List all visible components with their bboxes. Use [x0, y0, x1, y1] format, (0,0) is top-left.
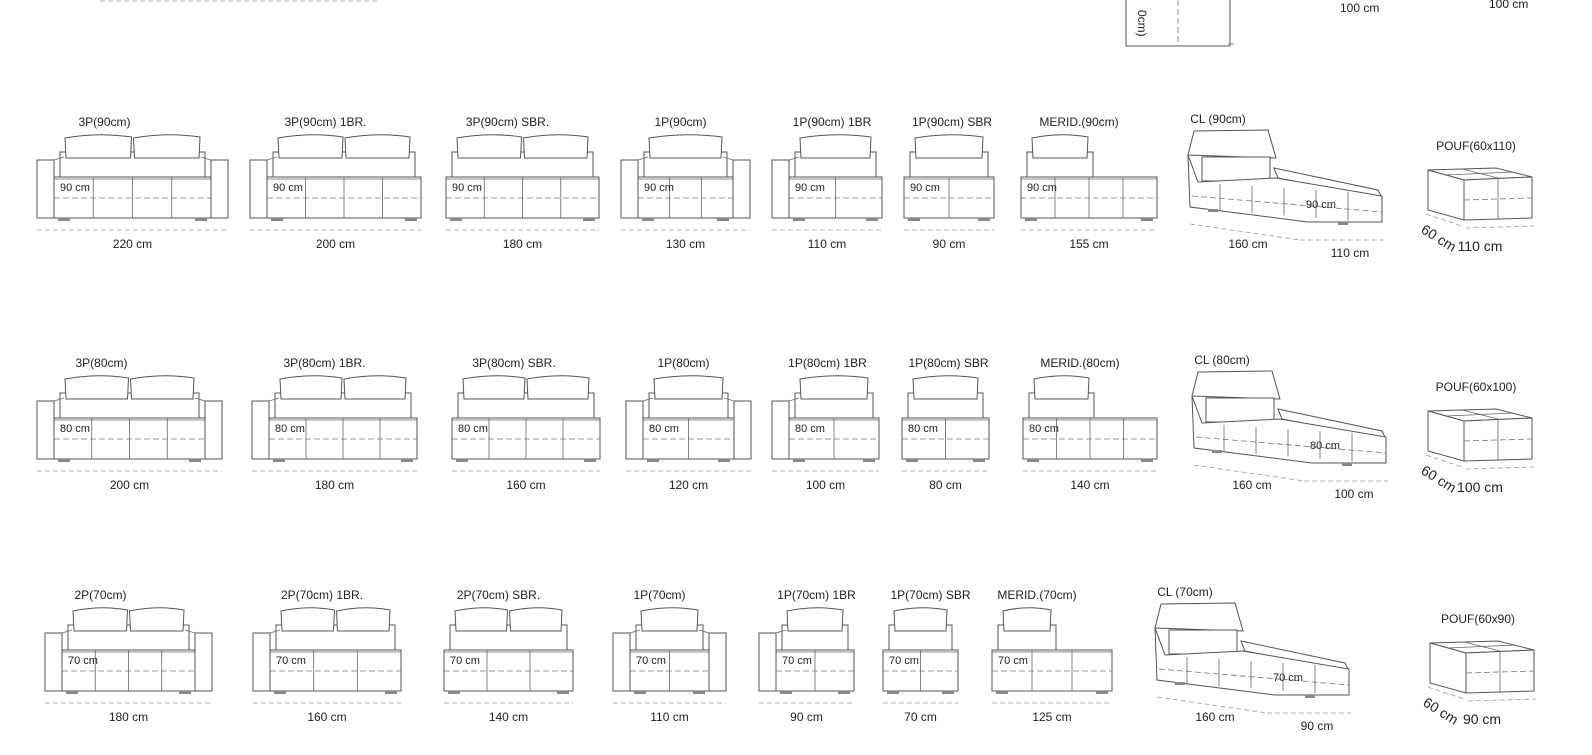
pouf-unit — [1418, 380, 1534, 496]
foot — [647, 459, 659, 462]
foot — [66, 691, 78, 694]
depth-label: 90 cm — [60, 182, 90, 194]
sofa-unit — [759, 588, 856, 724]
width-label: 160 cm — [506, 478, 546, 492]
sofa-unit — [1023, 356, 1157, 492]
module-title: 3P(90cm) — [78, 115, 131, 129]
back-cushion — [65, 135, 132, 158]
foot — [271, 218, 283, 221]
back-cushion — [915, 135, 983, 158]
foot — [583, 218, 595, 221]
back-cushion — [510, 608, 563, 631]
back-cushion — [527, 376, 589, 399]
back-cushion — [73, 608, 128, 631]
module-title: MERID.(90cm) — [1039, 115, 1119, 129]
depth-label: 70 cm — [450, 655, 480, 667]
chaise-back-cushion — [1202, 157, 1270, 181]
left-arm — [253, 633, 270, 691]
foot — [1338, 222, 1348, 225]
back-cushion — [278, 135, 343, 158]
back-cushion — [344, 376, 406, 399]
left-arm — [37, 401, 54, 459]
back-cushion — [463, 376, 525, 399]
module-title: CL (70cm) — [1157, 585, 1213, 599]
foot — [385, 691, 397, 694]
left-arm — [45, 633, 62, 691]
foot — [405, 218, 417, 221]
depth-label: 70 cm — [276, 655, 306, 667]
back-cushion — [65, 376, 129, 399]
width-label: 155 cm — [1069, 237, 1109, 251]
back-cushion — [134, 135, 201, 158]
width-label: 130 cm — [665, 237, 706, 251]
back-cushion — [345, 135, 410, 158]
depth-label: 90 cm — [273, 182, 303, 194]
module-title: 3P(80cm) 1BR. — [283, 356, 366, 370]
width-label: 140 cm — [1070, 478, 1110, 492]
left-arm — [772, 160, 789, 218]
sofa-unit — [452, 356, 600, 492]
module-row — [45, 585, 1536, 733]
chaise-unit — [1155, 585, 1351, 733]
back-cushion — [649, 135, 722, 158]
module-title: 2P(70cm) SBR. — [456, 588, 541, 602]
left-arm — [250, 160, 267, 218]
module-title: 1P(80cm) 1BR — [788, 356, 867, 370]
back-cushion — [913, 376, 978, 399]
width-label: 110 cm — [1330, 246, 1370, 260]
chaise-back-cushion — [1206, 398, 1274, 422]
foot — [189, 459, 201, 462]
foot — [793, 459, 805, 462]
foot — [866, 218, 878, 221]
sofa-unit — [446, 115, 599, 251]
foot — [978, 218, 990, 221]
sofa-unit — [883, 588, 971, 724]
depth-label: 80 cm — [1310, 440, 1340, 452]
back-cushion — [1034, 376, 1089, 399]
width-dimension-line — [1466, 226, 1534, 228]
foot — [1141, 218, 1153, 221]
back-cushion — [131, 376, 195, 399]
width-label: 180 cm — [108, 710, 149, 724]
module-title: 2P(70cm) — [74, 588, 127, 602]
foot — [973, 459, 985, 462]
depth-label: 80 cm — [275, 423, 305, 435]
foot — [908, 218, 920, 221]
depth-label: 90 cm — [452, 182, 482, 194]
left-arm — [621, 160, 638, 218]
module-title: POUF(60x90) — [1440, 612, 1516, 626]
module-title: 2P(70cm) 1BR. — [280, 588, 364, 602]
back-cushion — [337, 608, 391, 631]
foot — [887, 691, 899, 694]
module-title: MERID.(70cm) — [997, 588, 1077, 602]
chaise-back — [1192, 371, 1280, 399]
depth-label: 90 cm — [644, 182, 674, 194]
width-label: 90 cm — [790, 710, 823, 724]
module-title: 3P(80cm) SBR. — [472, 356, 556, 370]
depth-label: 70 cm — [889, 655, 919, 667]
top-fragment — [100, 0, 1528, 46]
module-title: CL (90cm) — [1190, 112, 1246, 126]
right-arm — [205, 401, 222, 459]
length-label: 160 cm — [1195, 710, 1235, 724]
left-arm — [37, 160, 54, 218]
right-arm — [195, 633, 212, 691]
foot — [718, 459, 730, 462]
right-arm — [211, 160, 228, 218]
foot — [642, 218, 654, 221]
foot — [448, 691, 460, 694]
back-cushion — [800, 135, 871, 158]
foot — [58, 218, 70, 221]
foot — [1342, 463, 1352, 466]
module-title: MERID.(80cm) — [1040, 356, 1120, 370]
back-cushion — [455, 608, 508, 631]
back-cushion — [800, 376, 868, 399]
width-label: 70 cm — [904, 710, 937, 724]
foot — [1305, 695, 1315, 698]
chaise-unit — [1192, 353, 1388, 501]
sofa-unit — [253, 588, 401, 724]
foot — [1208, 209, 1218, 212]
sofa-unit — [1021, 115, 1157, 251]
width-label: 110 cm — [807, 237, 847, 251]
back-cushion — [130, 608, 185, 631]
module-row — [37, 353, 1534, 501]
width-label: 180 cm — [314, 478, 355, 492]
foot — [780, 691, 792, 694]
width-label: 140 cm — [488, 710, 529, 724]
sofa-unit — [613, 588, 726, 724]
module-title: 1P(90cm) 1BR — [792, 115, 872, 129]
pouf-width-label: 110 cm — [1457, 238, 1503, 254]
depth-label: 90 cm — [910, 182, 940, 194]
right-arm — [734, 401, 751, 459]
back-cushion — [457, 135, 522, 158]
sofa-unit — [626, 356, 751, 492]
depth-label: 80 cm — [60, 423, 90, 435]
chaise-back-cushion — [1169, 630, 1237, 654]
foot — [557, 691, 569, 694]
sofa-unit — [772, 356, 879, 492]
width-label: 110 cm — [650, 710, 689, 724]
chaise-unit — [1188, 112, 1384, 260]
cropped-dim-label-b: 100 cm — [1489, 0, 1529, 11]
sofa-unit — [902, 356, 989, 492]
width-label: 100 cm — [1334, 487, 1374, 501]
module-title: 1P(80cm) SBR — [908, 356, 989, 370]
foot — [273, 459, 285, 462]
foot — [450, 218, 462, 221]
foot — [996, 691, 1008, 694]
sofa-unit — [37, 115, 228, 251]
foot — [793, 218, 805, 221]
width-label: 180 cm — [502, 237, 543, 251]
back-cushion — [524, 135, 589, 158]
module-title: 1P(90cm) — [654, 115, 707, 129]
sofa-unit — [772, 115, 882, 251]
left-arm — [772, 401, 789, 459]
foot — [195, 218, 207, 221]
depth-label: 80 cm — [649, 423, 679, 435]
depth-label: 80 cm — [795, 423, 825, 435]
width-label: 200 cm — [315, 237, 356, 251]
pouf-unit — [1420, 612, 1536, 728]
width-label: 120 cm — [668, 478, 709, 492]
foot — [634, 691, 646, 694]
width-dimension-line — [1468, 699, 1536, 701]
module-title: 1P(90cm) SBR — [911, 115, 993, 129]
foot — [1212, 450, 1222, 453]
sofa-unit — [37, 356, 222, 492]
foot — [1025, 218, 1037, 221]
back-cushion — [787, 608, 843, 631]
depth-label: 70 cm — [782, 655, 812, 667]
depth-label: 80 cm — [908, 423, 938, 435]
depth-label: 70 cm — [998, 655, 1028, 667]
foot — [456, 459, 468, 462]
width-dimension-line — [1466, 467, 1534, 469]
module-title: 3P(90cm) SBR. — [465, 115, 550, 129]
module-title: CL (80cm) — [1194, 353, 1250, 367]
back-cushion — [281, 608, 335, 631]
back-cushion — [1032, 135, 1088, 158]
foot — [1027, 459, 1039, 462]
pouf-width-label: 100 cm — [1457, 479, 1503, 495]
back-cushion — [654, 376, 723, 399]
depth-label: 80 cm — [458, 423, 488, 435]
foot — [58, 459, 70, 462]
foot — [274, 691, 286, 694]
left-arm — [613, 633, 630, 691]
cropped-dim-label-a: 100 cm — [1340, 1, 1380, 15]
back-cushion — [894, 608, 947, 631]
pouf-depth-label: 60 cm — [1420, 693, 1462, 728]
cropped-depth-label: 0cm) — [1135, 10, 1149, 37]
module-title: 3P(90cm) 1BR. — [284, 115, 367, 129]
pouf-width-label: 90 cm — [1462, 711, 1502, 727]
sofa-unit — [992, 588, 1112, 724]
depth-label: 80 cm — [1029, 423, 1059, 435]
depth-label: 70 cm — [1273, 672, 1303, 684]
chaise-back — [1155, 603, 1243, 631]
width-label: 100 cm — [805, 478, 846, 492]
module-title: 1P(80cm) — [657, 356, 710, 370]
foot — [906, 459, 918, 462]
back-cushion — [641, 608, 698, 631]
sofa-unit — [904, 115, 994, 251]
left-arm — [252, 401, 269, 459]
module-title: POUF(60x100) — [1435, 380, 1517, 394]
foot — [863, 459, 875, 462]
foot — [179, 691, 191, 694]
width-label: 125 cm — [1032, 710, 1072, 724]
width-label: 90 cm — [932, 237, 966, 251]
foot — [942, 691, 954, 694]
depth-label: 70 cm — [68, 655, 98, 667]
foot — [401, 459, 413, 462]
depth-label: 90 cm — [795, 182, 825, 194]
chaise-back — [1188, 130, 1276, 158]
module-title: 1P(70cm) 1BR — [777, 588, 856, 602]
sofa-unit — [45, 588, 212, 724]
width-label: 160 cm — [307, 710, 347, 724]
width-label: 220 cm — [112, 237, 153, 251]
width-label: 80 cm — [929, 478, 962, 492]
width-label: 200 cm — [109, 478, 150, 492]
foot — [1096, 691, 1108, 694]
depth-label: 90 cm — [1027, 182, 1057, 194]
pouf-depth-label: 60 cm — [1418, 220, 1460, 255]
sofa-unit — [621, 115, 750, 251]
depth-label: 70 cm — [636, 655, 666, 667]
length-label: 160 cm — [1228, 237, 1268, 251]
depth-label: 90 cm — [1306, 199, 1336, 211]
foot — [717, 218, 729, 221]
left-arm — [626, 401, 643, 459]
pouf-unit — [1418, 139, 1534, 255]
module-title: POUF(60x110) — [1436, 139, 1516, 153]
back-cushion — [1003, 608, 1051, 631]
module-title: 1P(70cm) — [633, 588, 686, 602]
left-arm — [759, 633, 776, 691]
right-arm — [733, 160, 750, 218]
sofa-unit — [444, 588, 573, 724]
foot — [1175, 682, 1185, 685]
module-row — [37, 112, 1534, 260]
foot — [693, 691, 705, 694]
width-label: 90 cm — [1300, 719, 1334, 733]
foot — [838, 691, 850, 694]
right-arm — [709, 633, 726, 691]
length-label: 160 cm — [1232, 478, 1272, 492]
module-title: 1P(70cm) SBR — [890, 588, 971, 602]
pouf-depth-label: 60 cm — [1418, 461, 1460, 496]
foot — [1141, 459, 1153, 462]
foot — [584, 459, 596, 462]
module-title: 3P(80cm) — [75, 356, 128, 370]
sofa-unit — [250, 115, 421, 251]
back-cushion — [280, 376, 342, 399]
sofa-unit — [252, 356, 417, 492]
